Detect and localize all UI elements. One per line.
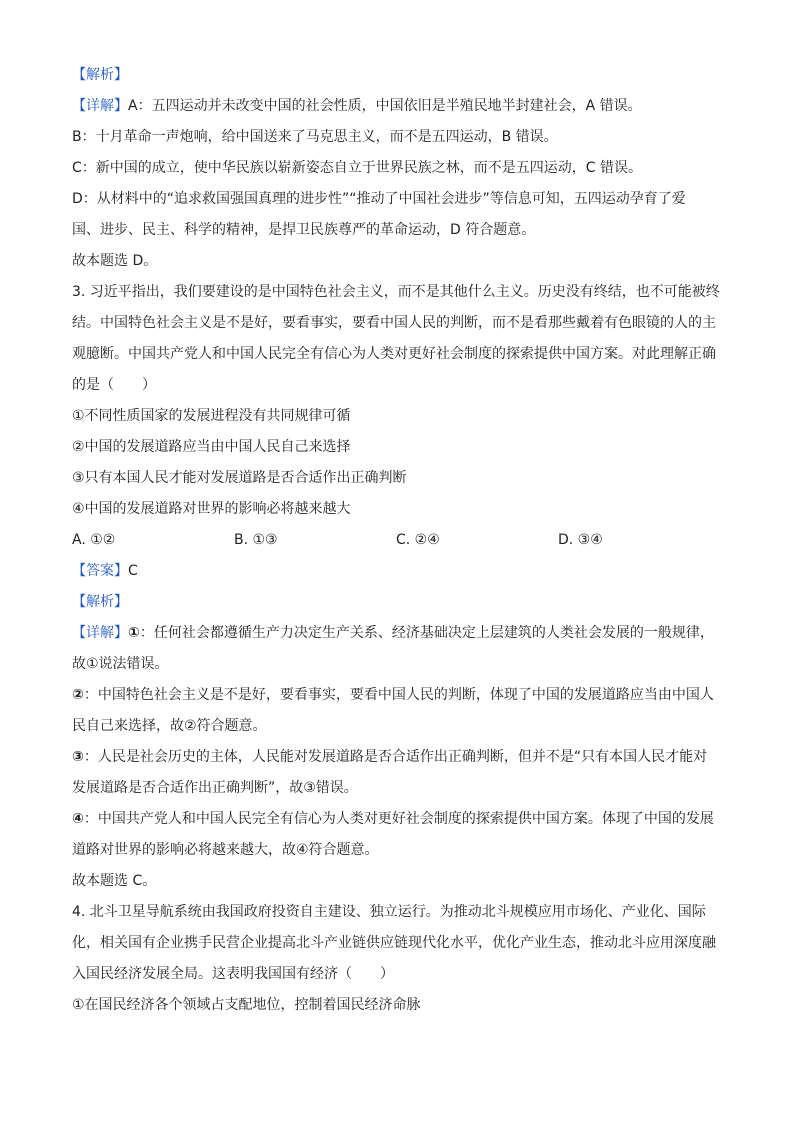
question-stem: 3. 习近平指出，我们要建设的是中国特色社会主义，而不是其他什么主义。历史没有终结，也不可能被终 — [72, 284, 720, 300]
detail-tag: 【详解】 — [72, 625, 128, 641]
analysis-tag: 【解析】 — [72, 67, 128, 83]
statement-mark: ① — [128, 625, 140, 641]
question-stem: 化，相关国有企业携手民营企业提高北斗产业链供应链现代化水平，优化产业生态，推动北斗应用深度融 — [72, 935, 716, 951]
detail-line: 道路对世界的影响必将越来越大，故④符合题意。 — [72, 842, 379, 858]
detail-line: ③：人民是社会历史的主体，人民能对发展道路是否合适作出正确判断，但并不是“只有本国人民才能对 — [72, 749, 708, 765]
detail-line: 故①说法错误。 — [72, 656, 169, 672]
statement-mark: ③ — [72, 749, 84, 765]
detail-tag: 【详解】 — [72, 98, 128, 114]
question-stem: 观臆断。中国共产党人和中国人民完全有信心为人类对更好社会制度的探索提供中国方案。对此理解正确 — [72, 346, 716, 362]
detail-line: ④：中国共产党人和中国人民完全有信心为人类对更好社会制度的探索提供中国方案。体现了中国的发展 — [72, 811, 714, 827]
statement-mark: ④ — [72, 811, 84, 827]
question-stem: 的是（ ） — [72, 377, 156, 393]
statement: ④中国的发展道路对世界的影响必将越来越大 — [72, 501, 351, 517]
detail-line: B：十月革命一声炮响，给中国送来了马克思主义，而不是五四运动，B 错误。 — [72, 129, 558, 145]
answer-line — [72, 556, 734, 587]
detail-line: C：新中国的成立，使中华民族以崭新姿态自立于世界民族之林，而不是五四运动，C 错误。 — [72, 160, 642, 176]
statement: ①不同性质国家的发展进程没有共同规律可循 — [72, 408, 351, 424]
question-stem: 入国民经济发展全局。这表明我国国有经济（ ） — [72, 966, 394, 982]
statement: ①在国民经济各个领域占支配地位，控制着国民经济命脉 — [72, 997, 421, 1013]
statement-mark: ② — [72, 687, 84, 703]
answer-options — [72, 525, 734, 556]
detail-line: 国、进步、民主、科学的精神，是捍卫民族尊严的革命运动，D 符合题意。 — [72, 222, 536, 238]
detail-line: 民自己来选择，故②符合题意。 — [72, 718, 267, 734]
answer-tag: 【答案】 — [72, 563, 128, 579]
option-b: B. ①③ — [234, 532, 278, 548]
detail-line: ②：中国特色社会主义是不是好，要看事实，要看中国人民的判断，体现了中国的发展道路应当由中国人 — [72, 687, 714, 703]
detail-line: 【详解】A：五四运动并未改变中国的社会性质，中国依旧是半殖民地半封建社会，A 错误。 — [72, 98, 642, 114]
conclusion-line: 故本题选 C。 — [72, 873, 157, 889]
detail-line: D：从材料中的“追求救国强国真理的进步性”“推动了中国社会进步”等信息可知，五四运动孕育了爱 — [72, 191, 686, 207]
detail-line: 发展道路是否合适作出正确判断”，故③错误。 — [72, 780, 358, 796]
conclusion-line: 故本题选 D。 — [72, 253, 158, 269]
statement: ②中国的发展道路应当由中国人民自己来选择 — [72, 439, 351, 455]
answer-value: C — [128, 563, 138, 579]
option-c: C. ②④ — [396, 532, 440, 548]
question-stem: 4. 北斗卫星导航系统由我国政府投资自主建设、独立运行。为推动北斗规模应用市场化、产业化、国际 — [72, 904, 706, 920]
analysis-tag: 【解析】 — [72, 594, 128, 610]
option-a: A. ①② — [72, 532, 116, 548]
detail-line: 【详解】①：任何社会都遵循生产力决定生产关系、经济基础决定上层建筑的人类社会发展的一般规律， — [72, 625, 714, 641]
option-d: D. ③④ — [558, 532, 603, 548]
question-stem: 结。中国特色社会主义是不是好，要看事实，要看中国人民的判断，而不是看那些戴着有色眼镜的人的主 — [72, 315, 716, 331]
statement: ③只有本国人民才能对发展道路是否合适作出正确判断 — [72, 470, 407, 486]
